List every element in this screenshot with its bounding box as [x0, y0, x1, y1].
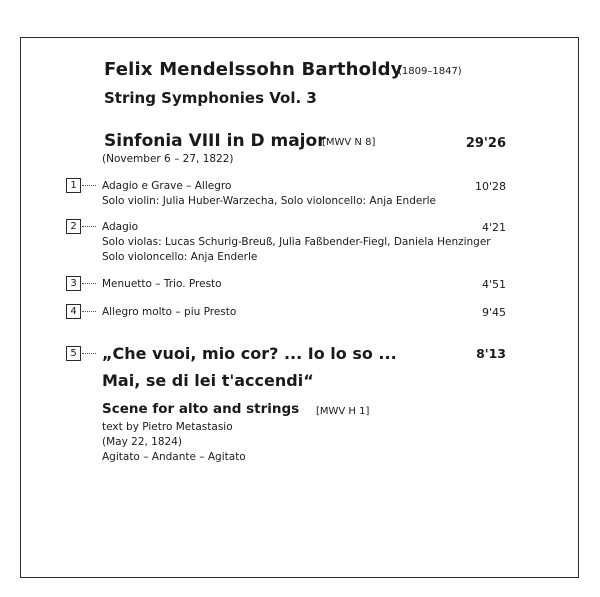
work-catalog: [MWV N 8]	[322, 137, 376, 148]
track-duration: 4'21	[481, 221, 506, 234]
track-leader-line	[82, 353, 96, 354]
scene-catalog: [MWV H 1]	[316, 406, 370, 417]
composer-years: (1809–1847)	[398, 66, 462, 77]
track-number-box: 3	[66, 276, 81, 291]
track-performers: Solo violoncello: Anja Enderle	[102, 251, 258, 263]
track-title: Adagio	[102, 221, 139, 233]
scene-tempi: Agitato – Andante – Agitato	[102, 451, 246, 463]
track-duration: 4'51	[481, 278, 506, 291]
scene-title-line1: „Che vuoi, mio cor? ... Io lo so ...	[102, 344, 397, 363]
track-number-box: 1	[66, 178, 81, 193]
track-leader-line	[82, 185, 96, 186]
work-duration: 29'26	[465, 136, 506, 151]
track-leader-line	[82, 311, 96, 312]
album-subtitle: String Symphonies Vol. 3	[104, 89, 317, 107]
scene-librettist: text by Pietro Metastasio	[102, 421, 233, 433]
scene-subtitle: Scene for alto and strings	[102, 401, 300, 417]
track-duration: 9'45	[481, 306, 506, 319]
scene-title-line2: Mai, se di lei t'accendi“	[102, 371, 314, 390]
track-performers: Solo violas: Lucas Schurig-Breuß, Julia Faßbender-Fiegl, Daniela Henzinger	[102, 236, 491, 248]
track-title: Adagio e Grave – Allegro	[102, 180, 232, 192]
track-performers: Solo violin: Julia Huber-Warzecha, Solo violoncello: Anja Enderle	[102, 195, 437, 207]
scene-date: (May 22, 1824)	[102, 436, 182, 448]
composer-name: Felix Mendelssohn Bartholdy	[104, 59, 403, 80]
work-date: (November 6 – 27, 1822)	[102, 153, 234, 165]
track-number-box: 2	[66, 219, 81, 234]
track-leader-line	[82, 226, 96, 227]
work-title: Sinfonia VIII in D major	[104, 131, 326, 151]
track-leader-line	[82, 283, 96, 284]
scene-duration: 8'13	[476, 346, 506, 361]
track-number-box: 4	[66, 304, 81, 319]
track-title: Allegro molto – piu Presto	[102, 306, 237, 318]
track-number-box: 5	[66, 346, 81, 361]
track-title: Menuetto – Trio. Presto	[102, 278, 222, 290]
track-duration: 10'28	[474, 180, 506, 193]
